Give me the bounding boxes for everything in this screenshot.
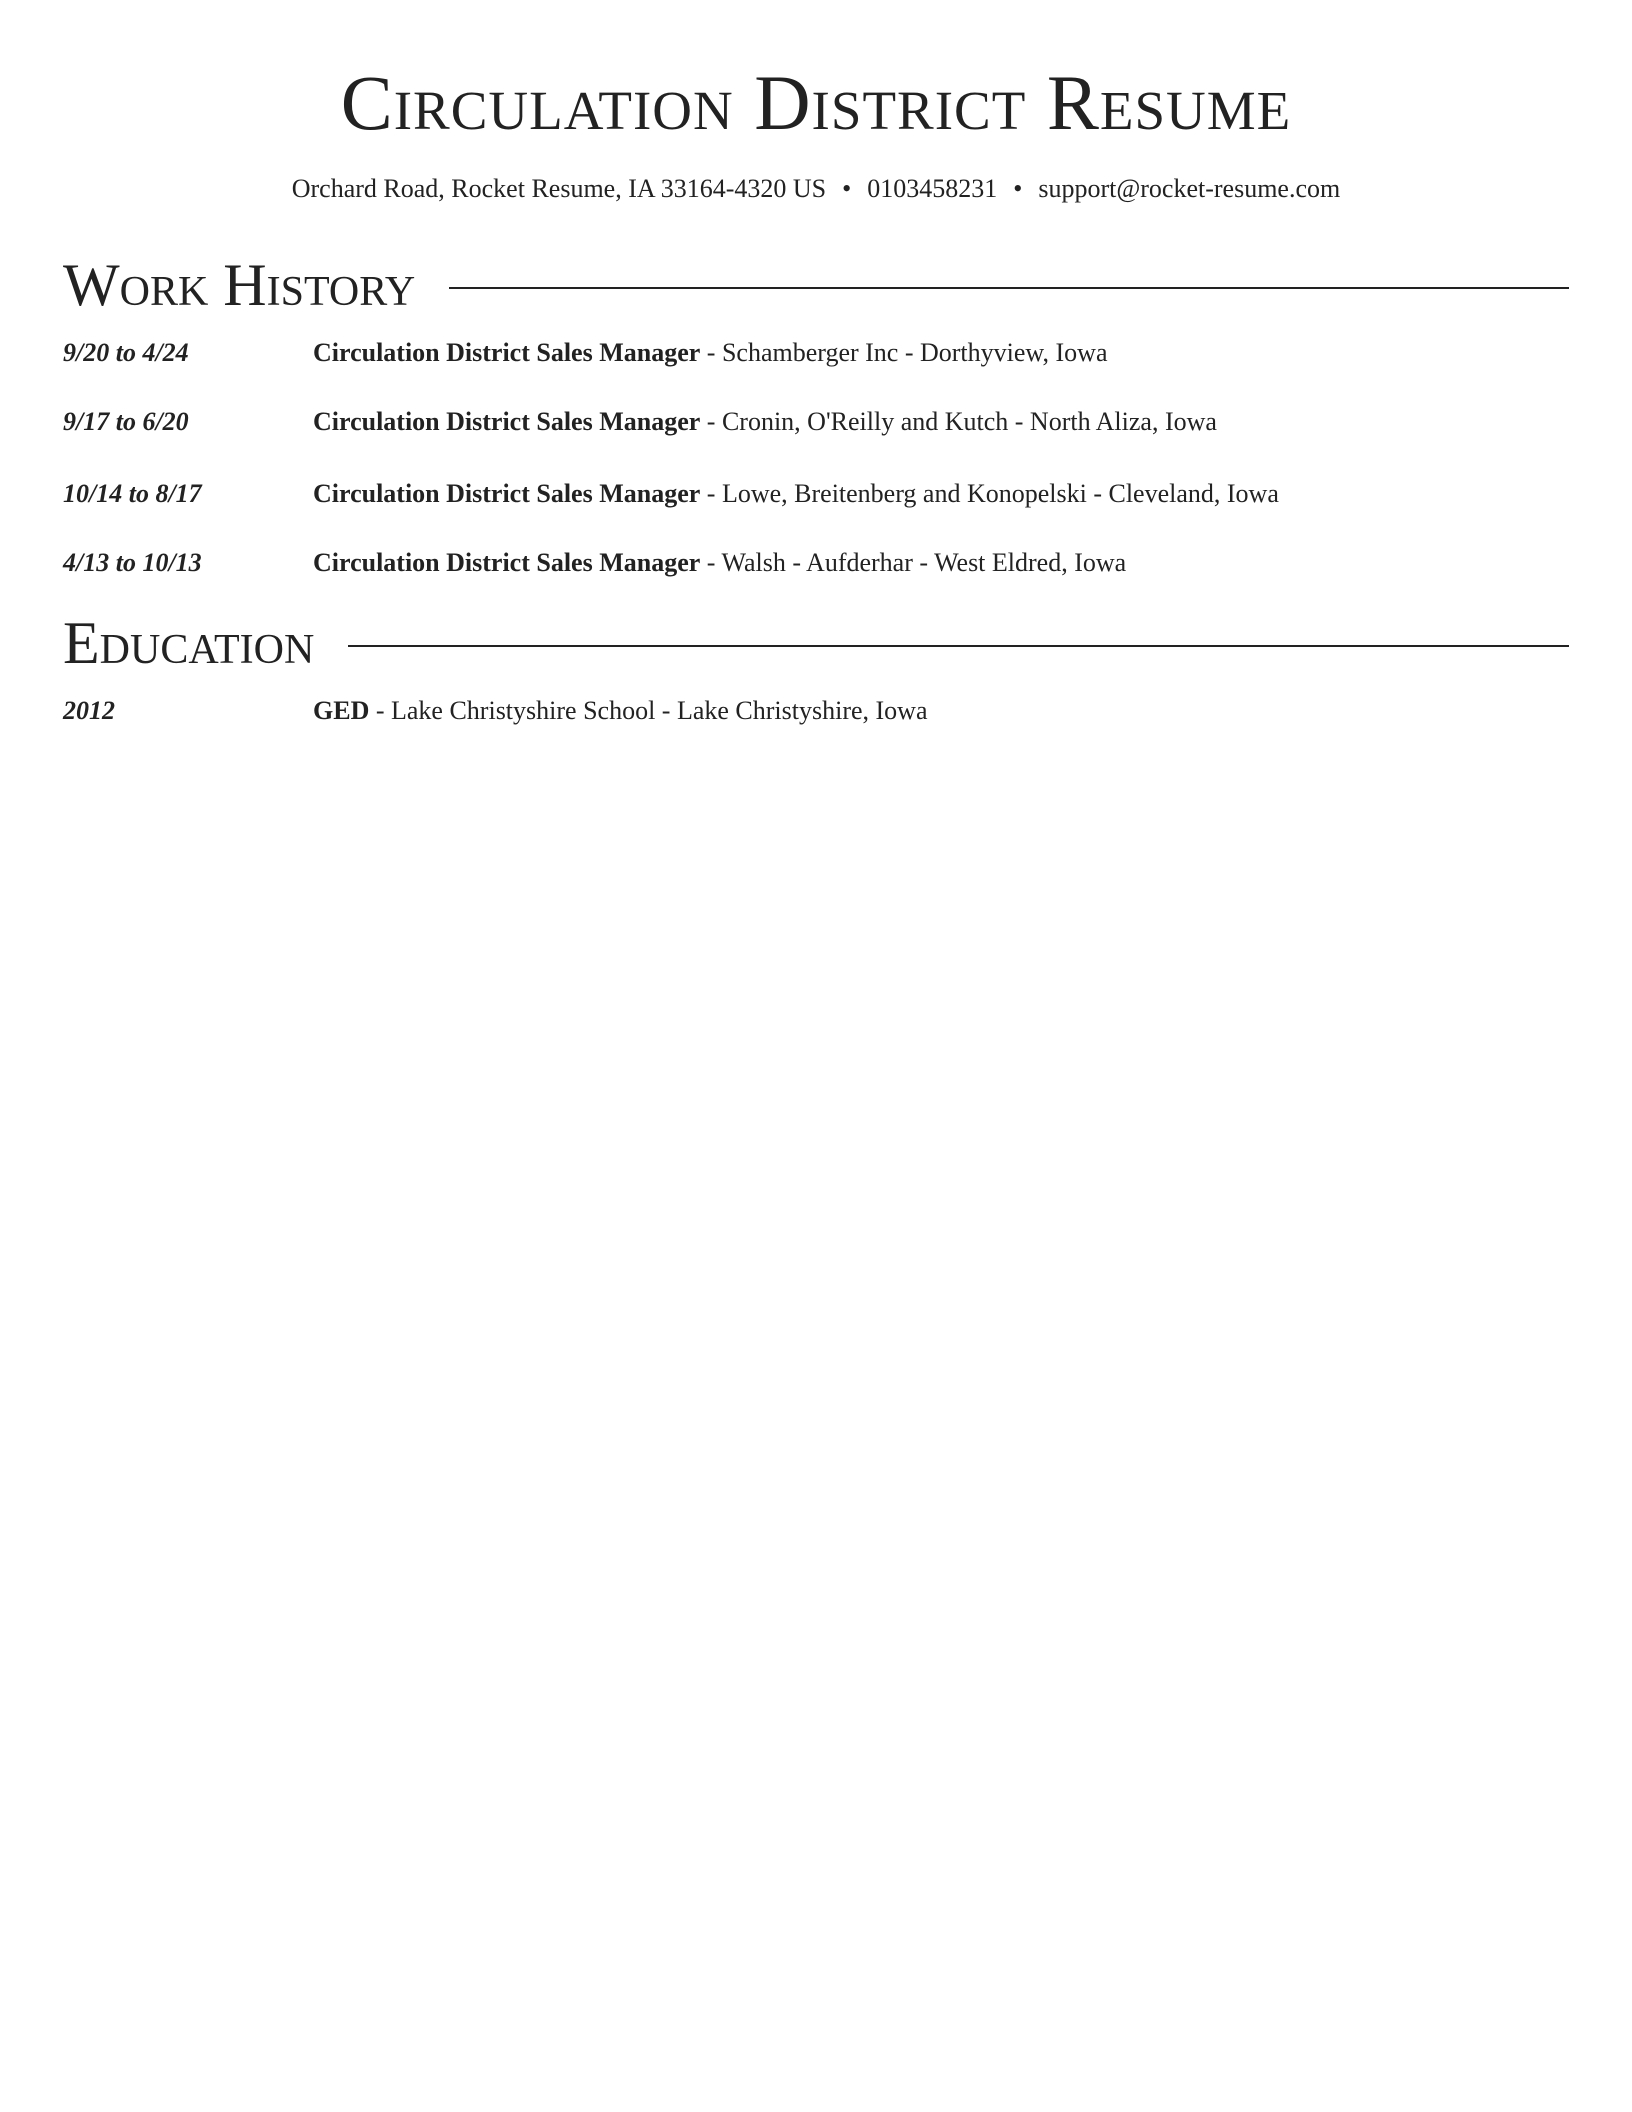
work-entry	[63, 333, 1569, 373]
document-title: Circulation District Resume	[340, 59, 1292, 146]
contact-email: support@rocket-resume.com	[1038, 174, 1341, 203]
contact-address: Orchard Road, Rocket Resume, IA 33164-4320 US	[291, 174, 827, 203]
work-entry-dates: 9/17 to 6/20	[63, 407, 189, 436]
work-entry-description	[313, 543, 1126, 583]
work-entry-description	[313, 333, 1108, 373]
work-history-heading: Work History	[63, 252, 416, 318]
work-entry-details: - Lowe, Breitenberg and Konopelski - Cleveland, Iowa	[700, 479, 1279, 508]
work-entry-description	[313, 474, 1279, 514]
work-entry-dates: 10/14 to 8/17	[63, 479, 202, 508]
work-entry-role: Circulation District Sales Manager	[313, 407, 701, 436]
work-history-section-header	[63, 250, 1569, 320]
work-entry-details: - Schamberger Inc - Dorthyview, Iowa	[700, 338, 1108, 367]
work-entry-role: Circulation District Sales Manager	[313, 479, 701, 508]
contact-separator: •	[1013, 174, 1023, 203]
contact-separator: •	[842, 174, 852, 203]
section-divider	[449, 287, 1569, 289]
education-entry-degree: GED	[313, 696, 370, 725]
work-entry-dates: 9/20 to 4/24	[63, 338, 189, 367]
work-entry	[63, 402, 1569, 442]
work-entry-description	[313, 402, 1217, 442]
work-entry-role: Circulation District Sales Manager	[313, 338, 701, 367]
work-entry	[63, 543, 1569, 583]
work-entry-role: Circulation District Sales Manager	[313, 548, 701, 577]
section-divider	[348, 645, 1569, 647]
contact-phone: 0103458231	[867, 174, 998, 203]
education-section-header	[63, 608, 1569, 678]
contact-line	[0, 172, 1632, 206]
work-entry-details: - Walsh - Aufderhar - West Eldred, Iowa	[700, 548, 1127, 577]
education-entry-description	[313, 691, 928, 731]
education-entry-details: - Lake Christyshire School - Lake Christyshire, Iowa	[369, 696, 928, 725]
education-entry	[63, 691, 1569, 731]
education-entry-dates: 2012	[63, 696, 115, 725]
work-entry-dates: 4/13 to 10/13	[63, 548, 202, 577]
education-heading: Education	[63, 610, 315, 676]
work-entry-details: - Cronin, O'Reilly and Kutch - North Aliza, Iowa	[700, 407, 1217, 436]
work-entry	[63, 474, 1569, 514]
